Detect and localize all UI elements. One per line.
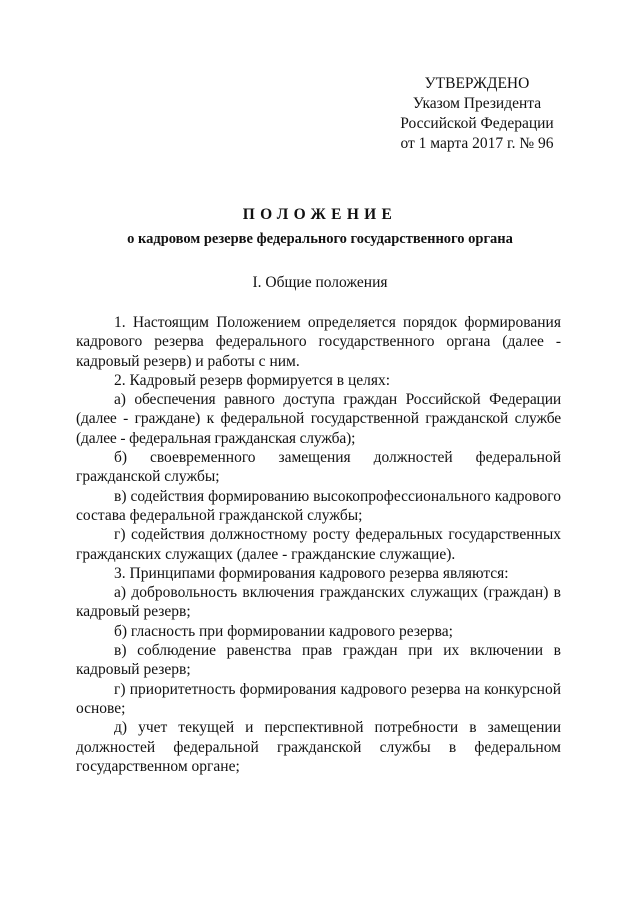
paragraph-2c: в) содействия формированию высокопрофессионального кадрового состава федеральной гражданской службы; [76,487,561,524]
document-title: ПОЛОЖЕНИЕ [242,206,398,223]
document-body [76,313,561,776]
paragraph-3d: г) приоритетность формирования кадрового резерва на конкурсной основе; [76,680,561,717]
paragraph-3: 3. Принципами формирования кадрового резерва являются: [114,564,509,582]
paragraph-1: 1. Настоящим Положением определяется порядок формирования кадрового резерва федерального государственного органа (далее - кадровый резерв) и работы с ним. [76,314,561,370]
paragraph-2d: г) содействия должностному росту федеральных государственных гражданских служащих (далее - гражданские служащие). [76,526,561,563]
approval-line-decree: Указом Президента [412,95,542,112]
paragraph-3c: в) соблюдение равенства прав граждан при их включении в кадровый резерв; [76,642,561,679]
paragraph-3e: д) учет текущей и перспективной потребности в замещении должностей федеральной гражданской службы в федеральном государственном органе; [76,719,561,775]
approval-line-approved: УТВЕРЖДЕНО [424,75,530,92]
approval-line-country: Российской Федерации [400,115,554,132]
approval-line-date: от 1 марта 2017 г. № 96 [400,135,554,152]
section-heading: I. Общие положения [252,274,388,291]
paragraph-3b: б) гласность при формировании кадрового резерва; [114,622,453,640]
paragraph-2: 2. Кадровый резерв формируется в целях: [114,371,391,389]
document-subtitle: о кадровом резерве федерального государственного органа [127,231,513,247]
approval-stamp [392,74,562,154]
paragraph-2b: б) своевременного замещения должностей федеральной гражданской службы; [76,449,561,486]
paragraph-2a: а) обеспечения равного доступа граждан Российской Федерации (далее - граждане) к федеральной государственной гражданской службе (далее - федеральная гражданская служба); [76,391,561,447]
paragraph-3a: а) добровольность включения гражданских служащих (граждан) в кадровый резерв; [76,584,561,621]
